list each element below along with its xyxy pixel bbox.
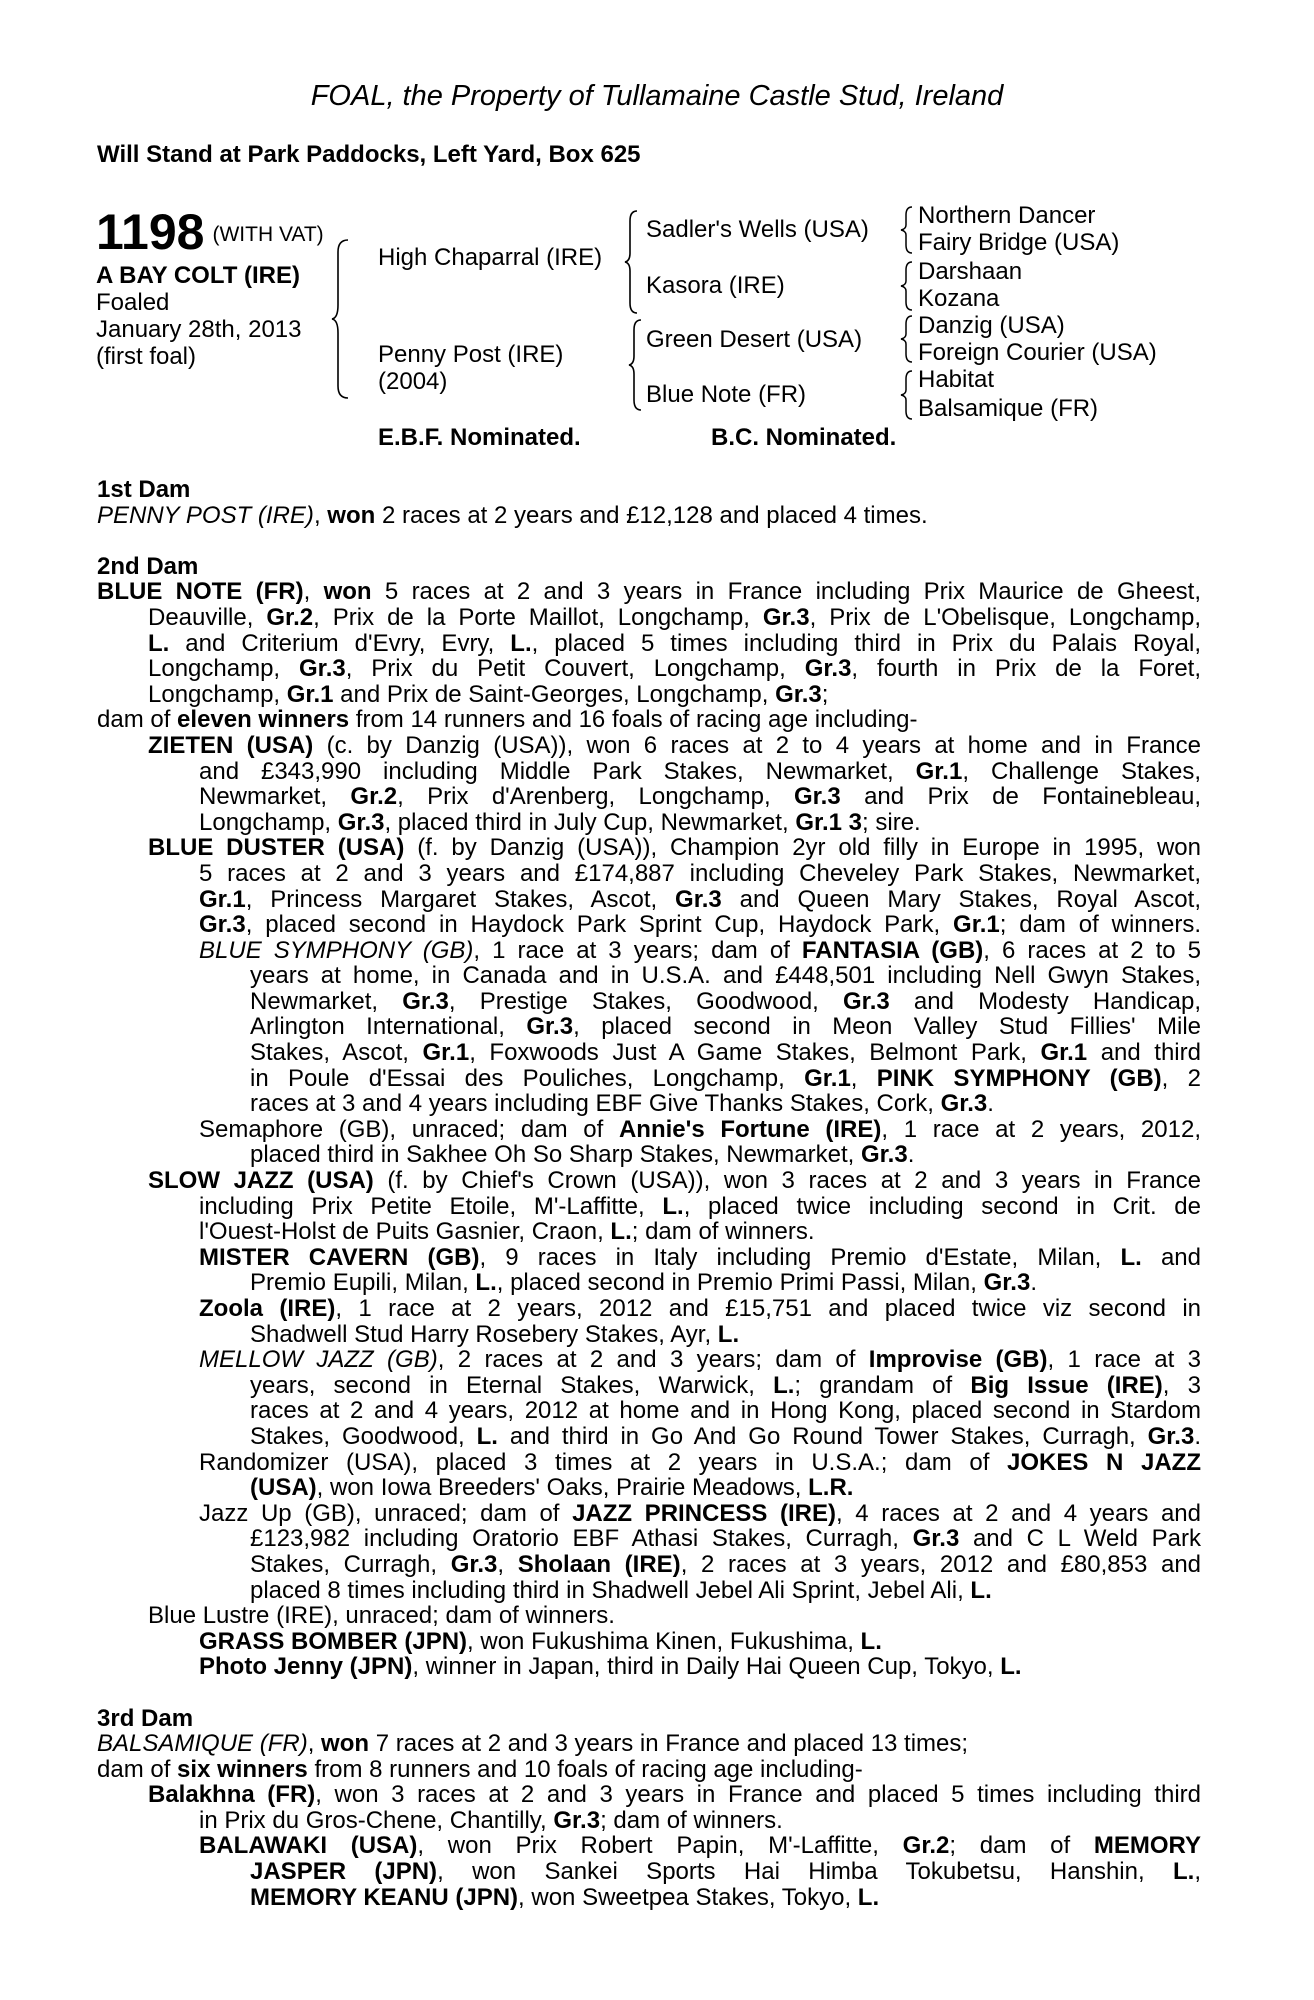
text-line bbox=[250, 1526, 1201, 1552]
bold-text: Gr.3 bbox=[940, 1090, 988, 1118]
horse-description: A BAY COLT (IRE) bbox=[96, 262, 301, 289]
text-run: , placed second in Meon Valley Stud Fillies' Mile bbox=[573, 1014, 1201, 1041]
text-line bbox=[97, 579, 1201, 605]
text-run: , 9 races in Italy including Premio d'Estate, Milan, bbox=[479, 1244, 1121, 1271]
text-run: and Modesty Handicap, bbox=[889, 988, 1201, 1015]
bold-text: BLUE NOTE (FR) bbox=[97, 579, 304, 605]
bold-text: ZIETEN (USA) bbox=[148, 732, 314, 759]
text-run: , 1 race at 3 bbox=[1047, 1347, 1201, 1373]
bold-text: Photo Jenny (JPN) bbox=[199, 1653, 413, 1681]
bold-text: Gr.3 bbox=[775, 680, 822, 708]
text-line bbox=[250, 1014, 1201, 1040]
bold-text: Gr.3 bbox=[762, 604, 810, 631]
italic-text: PENNY POST (IRE) bbox=[97, 501, 314, 529]
text-run: Semaphore (GB), unraced; dam of bbox=[199, 1116, 619, 1143]
text-run: 5 races at 2 and 3 years and £174,887 including Cheveley Park Stakes, Newmarket, bbox=[199, 860, 1201, 887]
text-run: (f. by Chief's Crown (USA)), won 3 races at 2 and 3 years in France bbox=[373, 1168, 1201, 1194]
text-run: , won 3 races at 2 and 3 years in France and placed 5 times including third bbox=[315, 1782, 1201, 1808]
pedigree-sire-sire: Sadler's Wells (USA) bbox=[646, 216, 869, 243]
bold-text: Gr.3 bbox=[450, 1551, 498, 1578]
bc-nomination: B.C. Nominated. bbox=[711, 424, 897, 451]
text-line bbox=[199, 1117, 1201, 1143]
text-run: , bbox=[497, 1551, 518, 1578]
sd-brace bbox=[899, 260, 919, 312]
text-line bbox=[148, 656, 1201, 682]
text-line bbox=[97, 1757, 1201, 1783]
text-run: races at 2 and 4 years, 2012 at home and in Hong Kong, placed second in Stardom bbox=[250, 1398, 1201, 1424]
bold-text: L. bbox=[860, 1627, 882, 1655]
text-run: . bbox=[987, 1090, 994, 1118]
bold-text: SLOW JAZZ (USA) bbox=[148, 1168, 374, 1194]
bold-text: Gr.3 bbox=[804, 656, 852, 682]
text-run: , 1 race at 2 years, 2012 and £15,751 and placed twice viz second in bbox=[335, 1296, 1201, 1322]
bold-text: Gr.1 bbox=[953, 912, 1000, 938]
vat-note: (WITH VAT) bbox=[212, 223, 324, 246]
lot-number: 1198 bbox=[96, 204, 205, 260]
text-run: , 2 bbox=[1161, 1065, 1201, 1092]
text-run: , placed 5 times including third in Prix du Palais Royal, bbox=[531, 630, 1201, 657]
text-run: , won Sankei Sports Hai Himba Tokubetsu, Hanshin, bbox=[437, 1859, 1174, 1885]
text-run: and Criterium d'Evry, Evry, bbox=[169, 630, 511, 657]
text-run: Longchamp, bbox=[148, 656, 300, 682]
text-run: . bbox=[1030, 1269, 1037, 1297]
bold-text: Gr.1 bbox=[915, 758, 963, 785]
bold-text: Gr.1 bbox=[422, 1040, 470, 1066]
text-run: Longchamp, bbox=[148, 680, 287, 708]
text-line bbox=[250, 963, 1201, 989]
text-run: , won Prix Robert Papin, M'-Laffitte, bbox=[417, 1833, 903, 1860]
text-line bbox=[97, 707, 1201, 733]
text-run: , bbox=[1194, 1859, 1201, 1885]
pedigree-sss: Northern Dancer bbox=[918, 202, 1096, 229]
text-run: , Challenge Stakes, bbox=[962, 758, 1201, 785]
text-run: 2 races at 2 years and £12,128 and placed 4 times. bbox=[375, 501, 928, 529]
foaled-label: Foaled bbox=[96, 289, 170, 316]
bold-text: Gr.3 bbox=[337, 808, 385, 836]
text-run: , placed second in Premio Primi Passi, Milan, bbox=[496, 1269, 984, 1297]
bold-text: 2nd Dam bbox=[97, 552, 199, 580]
text-run: Newmarket, bbox=[250, 988, 403, 1015]
text-run: . bbox=[907, 1141, 915, 1169]
text-run: , 2 races at 3 years, 2012 and £80,853 and bbox=[680, 1551, 1201, 1578]
bold-text: L. bbox=[475, 1269, 497, 1297]
pedigree-dam: Penny Post (IRE) bbox=[378, 341, 564, 368]
text-run: 5 races at 2 and 3 years in France including Prix Maurice de Gheest, bbox=[371, 579, 1201, 605]
text-run: and C L Weld Park bbox=[959, 1526, 1201, 1552]
bold-text: Gr.3 bbox=[794, 784, 841, 810]
text-run: placed 8 times including third in Shadwell Jebel Ali Sprint, Jebel Ali, bbox=[250, 1576, 971, 1604]
pedigree-sds: Darshaan bbox=[918, 258, 1023, 285]
text-line bbox=[250, 989, 1201, 1015]
text-line bbox=[199, 938, 1201, 964]
bold-text: won bbox=[327, 501, 376, 529]
text-run: , won Sweetpea Stakes, Tokyo, bbox=[518, 1883, 858, 1911]
bold-text: BALAWAKI (USA) bbox=[199, 1833, 418, 1860]
text-line bbox=[97, 503, 1201, 529]
text-line bbox=[199, 1194, 1201, 1220]
text-line bbox=[250, 1859, 1201, 1885]
bold-text: L. bbox=[610, 1218, 632, 1246]
text-run: , 1 race at 2 years, 2012, bbox=[881, 1116, 1201, 1143]
bold-text: Annie's Fortune (IRE) bbox=[618, 1116, 882, 1143]
paragraph-gap bbox=[97, 528, 1201, 554]
bold-text: L. bbox=[476, 1423, 498, 1450]
text-run: 7 races at 2 and 3 years in France and placed 13 times; bbox=[369, 1730, 969, 1758]
text-run: ; grandam of bbox=[794, 1372, 971, 1399]
bold-text: won bbox=[323, 579, 372, 605]
pedigree-main-brace bbox=[330, 238, 360, 400]
bold-text: L.R. bbox=[808, 1474, 854, 1502]
bold-text: Gr.1 bbox=[1040, 1040, 1088, 1066]
text-line bbox=[97, 477, 1201, 503]
text-line bbox=[250, 1398, 1201, 1424]
text-run: , 2 races at 2 and 3 years; dam of bbox=[437, 1347, 869, 1373]
text-run: and Prix de Saint-Georges, Longchamp, bbox=[333, 680, 776, 708]
bold-text: Gr.3 bbox=[983, 1269, 1031, 1297]
text-run: years, second in Eternal Stakes, Warwick, bbox=[250, 1372, 774, 1399]
text-run: Longchamp, bbox=[199, 808, 338, 836]
ss-brace bbox=[899, 205, 919, 255]
text-run: Randomizer (USA), placed 3 times at 2 years in U.S.A.; dam of bbox=[199, 1449, 1008, 1476]
text-run: . bbox=[1194, 1423, 1201, 1450]
bold-text: JAZZ PRINCESS (IRE) bbox=[572, 1500, 836, 1527]
text-run: Newmarket, bbox=[199, 784, 351, 810]
text-line bbox=[148, 1603, 1201, 1629]
text-run: , won Fukushima Kinen, Fukushima, bbox=[467, 1627, 861, 1655]
text-run: , 6 races at 2 to 5 bbox=[983, 937, 1201, 964]
text-run: in Prix du Gros-Chene, Chantilly, bbox=[199, 1806, 554, 1834]
text-run: ; dam of winners. bbox=[999, 912, 1201, 938]
pedigree-dsd: Foreign Courier (USA) bbox=[918, 339, 1157, 366]
bold-text: Balakhna (FR) bbox=[148, 1782, 316, 1808]
bold-text: JASPER (JPN) bbox=[250, 1859, 438, 1885]
bold-text: L. bbox=[1120, 1244, 1142, 1271]
text-run: and third bbox=[1087, 1040, 1201, 1066]
text-run: Jazz Up (GB), unraced; dam of bbox=[199, 1500, 573, 1527]
bold-text: BLUE DUSTER (USA) bbox=[148, 835, 405, 861]
pedigree-sire-dam: Kasora (IRE) bbox=[646, 272, 785, 299]
text-run: , bbox=[307, 1730, 322, 1758]
text-line bbox=[148, 835, 1201, 861]
text-run: , winner in Japan, third in Daily Hai Queen Cup, Tokyo, bbox=[412, 1653, 1001, 1681]
text-line bbox=[199, 1219, 1201, 1245]
text-run: years at home, in Canada and in U.S.A. and £448,501 including Nell Gwyn Stakes, bbox=[250, 963, 1201, 989]
text-run: , Prix d'Arenberg, Longchamp, bbox=[397, 784, 794, 810]
text-run: , placed twice including second in Crit. de bbox=[683, 1193, 1201, 1220]
bold-text: L. bbox=[1000, 1653, 1022, 1681]
bold-text: Gr.3 bbox=[912, 1526, 960, 1552]
text-line bbox=[250, 1270, 1201, 1296]
bold-text: FANTASIA (GB) bbox=[801, 937, 984, 964]
text-line bbox=[97, 1731, 1201, 1757]
text-run: races at 3 and 4 years including EBF Give Thanks Stakes, Cork, bbox=[250, 1090, 941, 1118]
text-line bbox=[250, 1578, 1201, 1604]
bold-text: six winners bbox=[177, 1755, 308, 1783]
text-line bbox=[199, 759, 1201, 785]
text-run: , Prestige Stakes, Goodwood, bbox=[448, 988, 844, 1015]
foaled-date: January 28th, 2013 bbox=[96, 316, 302, 343]
text-run: and bbox=[1141, 1244, 1201, 1271]
text-run: , Princess Margaret Stakes, Ascot, bbox=[245, 886, 676, 913]
text-line bbox=[199, 861, 1201, 887]
text-line bbox=[250, 1424, 1201, 1450]
pedigree-dam-dam: Blue Note (FR) bbox=[646, 381, 807, 408]
ebf-nomination: E.B.F. Nominated. bbox=[378, 424, 581, 451]
pedigree-notes-body bbox=[97, 477, 1201, 1910]
sire-brace bbox=[623, 209, 645, 315]
bold-text: GRASS BOMBER (JPN) bbox=[199, 1627, 468, 1655]
italic-text: BLUE SYMPHONY (GB) bbox=[199, 937, 474, 964]
bold-text: L. bbox=[857, 1883, 880, 1911]
foal-note: (first foal) bbox=[96, 343, 197, 370]
text-run: and £343,990 including Middle Park Stakes, Newmarket, bbox=[199, 758, 916, 785]
text-line bbox=[97, 1706, 1201, 1732]
text-run: , Prix du Petit Couvert, Longchamp, bbox=[345, 656, 805, 682]
bold-text: Gr.3 bbox=[843, 988, 890, 1015]
bold-text: PINK SYMPHONY (GB) bbox=[876, 1065, 1162, 1092]
text-line bbox=[148, 682, 1201, 708]
text-run: , Foxwoods Just A Game Stakes, Belmont Park, bbox=[469, 1040, 1041, 1066]
text-run: , Prix de L'Obelisque, Longchamp, bbox=[809, 604, 1201, 631]
text-run: in Poule d'Essai des Pouliches, Longchamp, bbox=[250, 1065, 805, 1092]
text-run: (f. by Danzig (USA)), Champion 2yr old filly in Europe in 1995, won bbox=[404, 835, 1201, 861]
pedigree-dam-year: (2004) bbox=[378, 368, 448, 395]
text-run: Stakes, Ascot, bbox=[250, 1040, 423, 1066]
text-run: , bbox=[313, 501, 328, 529]
text-line bbox=[148, 733, 1201, 759]
bold-text: L. bbox=[510, 630, 532, 657]
text-run: Stakes, Goodwood, bbox=[250, 1423, 477, 1450]
bold-text: Gr.3 bbox=[553, 1806, 601, 1834]
bold-text: Gr.2 bbox=[266, 604, 314, 631]
text-line bbox=[250, 1066, 1201, 1092]
bold-text: eleven winners bbox=[177, 706, 350, 734]
lot-number-block bbox=[96, 204, 324, 260]
bold-text: L. bbox=[148, 630, 170, 657]
text-line bbox=[148, 631, 1201, 657]
text-line bbox=[199, 1629, 1201, 1655]
text-run: Deauville, bbox=[148, 604, 267, 631]
bold-text: MEMORY bbox=[1093, 1833, 1201, 1860]
text-run: dam of bbox=[97, 706, 178, 734]
bold-text: MISTER CAVERN (GB) bbox=[199, 1244, 480, 1271]
text-line bbox=[199, 1245, 1201, 1271]
text-run: Blue Lustre (IRE), unraced; dam of winners. bbox=[148, 1602, 615, 1630]
text-run: , placed second in Haydock Park Sprint Cup, Haydock Park, bbox=[245, 912, 954, 938]
text-run: dam of bbox=[97, 1755, 178, 1783]
bold-text: Gr.3 bbox=[526, 1014, 574, 1041]
text-run: , 1 race at 3 years; dam of bbox=[473, 937, 802, 964]
text-line bbox=[199, 912, 1201, 938]
bold-text: Improvise (GB) bbox=[868, 1347, 1048, 1373]
text-line bbox=[199, 1501, 1201, 1527]
pedigree-dam-sire: Green Desert (USA) bbox=[646, 326, 863, 353]
text-run: ; bbox=[821, 680, 829, 708]
text-run: ; dam of winners. bbox=[600, 1806, 783, 1834]
text-run: Shadwell Stud Harry Rosebery Stakes, Ayr, bbox=[250, 1320, 718, 1348]
dd-brace bbox=[899, 369, 919, 421]
text-run: , bbox=[303, 579, 324, 605]
bold-text: Gr.1 bbox=[804, 1065, 851, 1092]
bold-text: L. bbox=[773, 1372, 795, 1399]
text-line bbox=[250, 1091, 1201, 1117]
text-line bbox=[199, 1450, 1201, 1476]
pedigree-sire: High Chaparral (IRE) bbox=[378, 244, 603, 271]
italic-text: BALSAMIQUE (FR) bbox=[97, 1730, 308, 1758]
stand-location: Will Stand at Park Paddocks, Left Yard, Box 625 bbox=[97, 141, 641, 168]
paragraph-gap bbox=[97, 1680, 1201, 1706]
text-run: , fourth in Prix de la Foret, bbox=[851, 656, 1201, 682]
bold-text: JOKES N JAZZ bbox=[1007, 1449, 1201, 1476]
text-line bbox=[199, 810, 1201, 836]
bold-text: Sholaan (IRE) bbox=[517, 1551, 681, 1578]
pedigree-ssd: Fairy Bridge (USA) bbox=[918, 229, 1120, 256]
bold-text: Gr.3 bbox=[860, 1141, 908, 1169]
text-run: , 3 bbox=[1162, 1372, 1201, 1399]
text-run: , 4 races at 2 and 4 years and bbox=[835, 1500, 1201, 1527]
text-run: and Prix de Fontainebleau, bbox=[840, 784, 1201, 810]
text-line bbox=[250, 1475, 1201, 1501]
bold-text: Zoola (IRE) bbox=[199, 1296, 336, 1322]
text-run: , placed third in July Cup, Newmarket, bbox=[384, 808, 796, 836]
bold-text: L. bbox=[662, 1193, 684, 1220]
text-run: from 8 runners and 10 foals of racing age including- bbox=[307, 1755, 863, 1783]
text-run: ; dam of bbox=[949, 1833, 1094, 1860]
text-line bbox=[250, 1885, 1201, 1911]
text-line bbox=[250, 1040, 1201, 1066]
text-run: , bbox=[850, 1065, 877, 1092]
text-line bbox=[97, 554, 1201, 580]
text-run: placed third in Sakhee Oh So Sharp Stakes, Newmarket, bbox=[250, 1141, 861, 1169]
ds-brace bbox=[899, 314, 919, 364]
text-line bbox=[199, 784, 1201, 810]
text-run: , Prix de la Porte Maillot, Longchamp, bbox=[313, 604, 763, 631]
text-run: Stakes, Curragh, bbox=[250, 1551, 451, 1578]
text-run: Arlington International, bbox=[250, 1014, 527, 1041]
bold-text: Gr.3 bbox=[199, 912, 246, 938]
pedigree-dss: Danzig (USA) bbox=[918, 312, 1065, 339]
bold-text: Gr.3 bbox=[675, 886, 722, 913]
bold-text: 1st Dam bbox=[97, 476, 191, 503]
bold-text: Gr.1 bbox=[286, 680, 334, 708]
text-line bbox=[250, 1142, 1201, 1168]
bold-text: Gr.2 bbox=[902, 1833, 950, 1860]
text-run: Premio Eupili, Milan, bbox=[250, 1269, 476, 1297]
text-line bbox=[199, 1833, 1201, 1859]
page-header-title: FOAL, the Property of Tullamaine Castle Stud, Ireland bbox=[310, 80, 1004, 112]
bold-text: Gr.1 bbox=[199, 886, 246, 913]
bold-text: Gr.3 bbox=[1147, 1423, 1195, 1450]
text-run: , won Iowa Breeders' Oaks, Prairie Meadows, bbox=[316, 1474, 809, 1502]
text-run: ; sire. bbox=[862, 808, 921, 836]
text-line bbox=[250, 1373, 1201, 1399]
bold-text: Gr.1 3 bbox=[795, 808, 863, 836]
bold-text: Gr.2 bbox=[350, 784, 398, 810]
bold-text: L. bbox=[717, 1320, 740, 1348]
text-line bbox=[199, 1654, 1201, 1680]
bold-text: won bbox=[321, 1730, 370, 1758]
text-run: (c. by Danzig (USA)), won 6 races at 2 to 4 years at home and in France bbox=[313, 732, 1201, 759]
text-run: l'Ouest-Holst de Puits Gasnier, Craon, bbox=[199, 1218, 611, 1246]
italic-text: MELLOW JAZZ (GB) bbox=[199, 1347, 438, 1373]
bold-text: 3rd Dam bbox=[97, 1704, 194, 1732]
text-line bbox=[199, 887, 1201, 913]
pedigree-sdd: Kozana bbox=[918, 285, 1000, 312]
text-line bbox=[199, 1808, 1201, 1834]
text-line bbox=[148, 1168, 1201, 1194]
text-run: including Prix Petite Etoile, M'-Laffitte, bbox=[199, 1193, 663, 1220]
text-run: and third in Go And Go Round Tower Stakes, Curragh, bbox=[497, 1423, 1148, 1450]
pedigree-ddd: Balsamique (FR) bbox=[918, 395, 1099, 422]
text-run: and Queen Mary Stakes, Royal Ascot, bbox=[721, 886, 1201, 913]
text-line bbox=[148, 1782, 1201, 1808]
bold-text: Gr.3 bbox=[299, 656, 346, 682]
text-run: from 14 runners and 16 foals of racing age including- bbox=[349, 706, 918, 734]
text-line bbox=[250, 1552, 1201, 1578]
bold-text: L. bbox=[1173, 1859, 1195, 1885]
text-line bbox=[199, 1347, 1201, 1373]
bold-text: L. bbox=[970, 1576, 992, 1604]
text-line bbox=[199, 1296, 1201, 1322]
text-line bbox=[250, 1322, 1201, 1348]
text-run: ; dam of winners. bbox=[631, 1218, 815, 1246]
text-run: £123,982 including Oratorio EBF Athasi Stakes, Curragh, bbox=[250, 1526, 913, 1552]
bold-text: Big Issue (IRE) bbox=[970, 1372, 1163, 1399]
bold-text: (USA) bbox=[250, 1474, 317, 1502]
bold-text: MEMORY KEANU (JPN) bbox=[250, 1883, 519, 1911]
text-line bbox=[148, 605, 1201, 631]
bold-text: Gr.3 bbox=[402, 988, 449, 1015]
pedigree-dds: Habitat bbox=[918, 366, 995, 393]
